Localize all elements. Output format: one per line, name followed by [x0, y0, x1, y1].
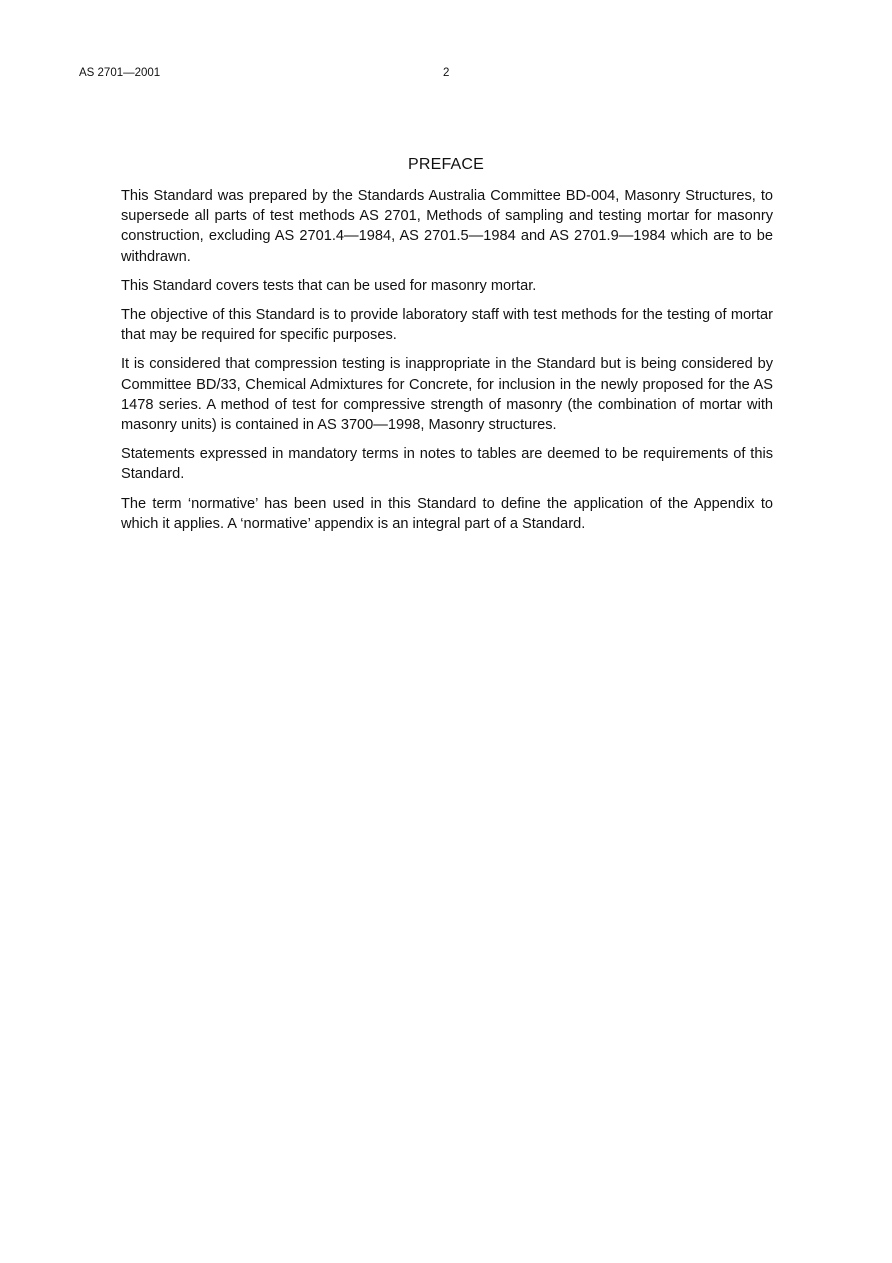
paragraph-mandatory-statements: Statements expressed in mandatory terms in notes to tables are deemed to be requirements of this Standard.	[121, 446, 773, 483]
page-header	[79, 67, 819, 83]
paragraph-objective: The objective of this Standard is to provide laboratory staff with test methods for the testing of mortar that may be required for specific purposes.	[121, 307, 773, 344]
paragraph-normative: The term ‘normative’ has been used in this Standard to define the application of the Appendix to which it applies. A ‘normative’ appendix is an integral part of a Standard.	[121, 495, 773, 532]
paragraph-committee: This Standard was prepared by the Standards Australia Committee BD-004, Masonry Structures, to supersede all parts of test methods AS 2701, Methods of sampling and testing mortar for masonry construction, excluding AS 2701.4—1984, AS 2701.5—1984 and AS 2701.9—1984 which are to be withdrawn.	[121, 188, 773, 265]
page-number: 2	[443, 67, 450, 79]
preface-title: PREFACE	[407, 156, 485, 173]
paragraph-scope: This Standard covers tests that can be used for masonry mortar.	[121, 277, 537, 294]
document-id: AS 2701—2001	[79, 67, 161, 79]
preface-body	[121, 186, 773, 543]
paragraph-compression-testing: It is considered that compression testing is inappropriate in the Standard but is being considered by Committee BD/33, Chemical Admixtures for Concrete, for inclusion in the newly proposed for the AS 1478 series. A method of test for compressive strength of masonry (the combination of mortar with masonry units) is contained in AS 3700—1998, Masonry structures.	[121, 356, 773, 434]
